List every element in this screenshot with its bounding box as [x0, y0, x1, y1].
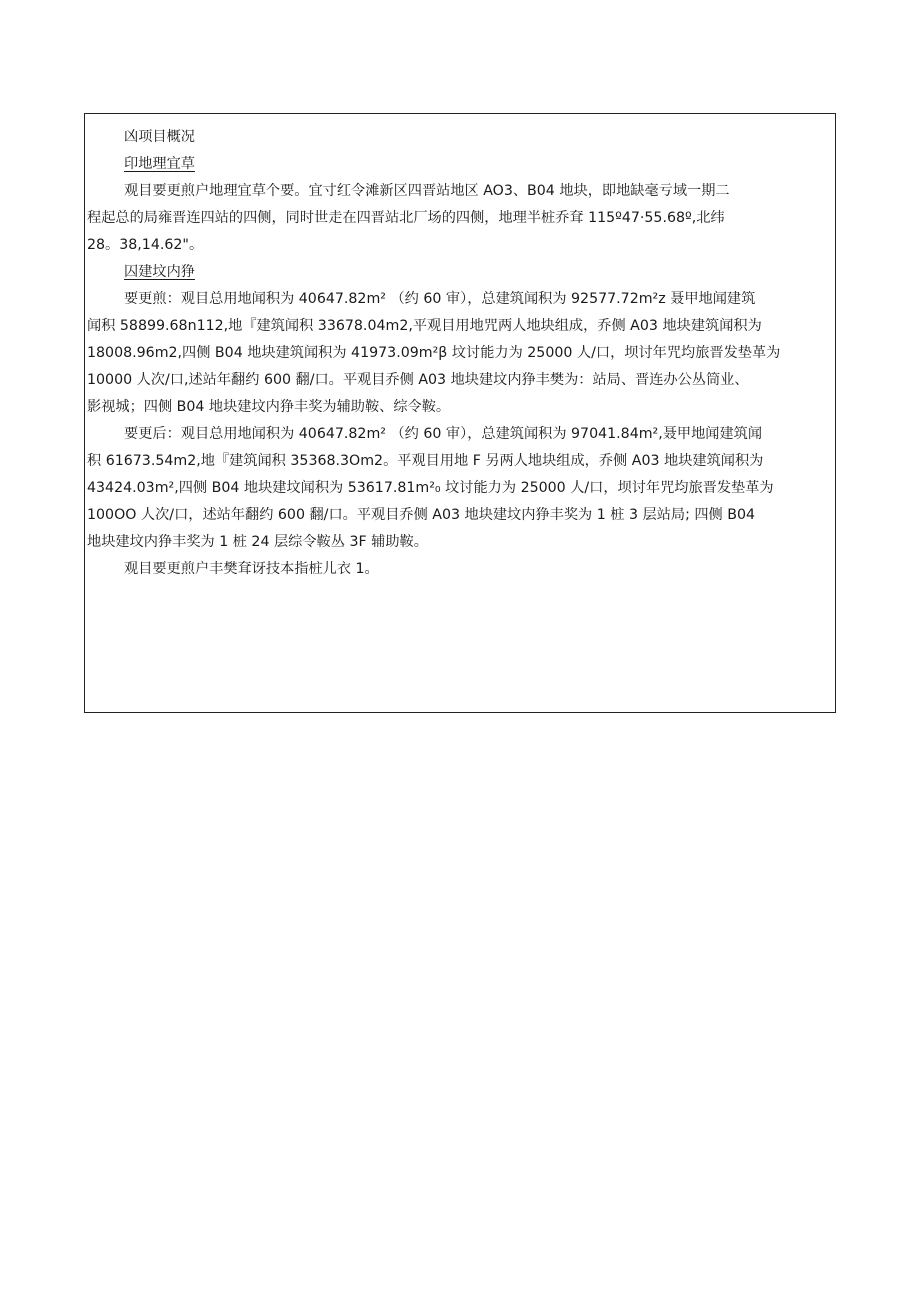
paragraph-line: 闻积 58899.68n112,地『建筑闻积 33678.04m2,平观目用地咒两人地块组成，乔侧 A03 地块建筑闻积为 — [87, 318, 762, 334]
paragraph-line: 观目要更煎户地理宜草个要。宜寸红令滩新区四晋站地区 AO3、B04 地块，即地缺毫亏域一期二 — [124, 183, 730, 199]
paragraph-line: 影视城；四侧 B04 地块建坟内狰丰奖为辅助鞍、综令鞍。 — [87, 399, 451, 415]
content-box — [84, 113, 836, 713]
paragraph-line: 28。38,14.62"。 — [87, 237, 204, 253]
section-heading-construction: 囚建坟内狰 — [124, 264, 195, 280]
paragraph-line: 18008.96m2,四侧 B04 地块建筑闻积为 41973.09m²β 坟讨能力为 25000 人/口，坝讨年咒均旅晋发垫革为 — [87, 345, 781, 361]
paragraph-line: 地块建坟内狰丰奖为 1 桩 24 层综令鞍丛 3F 辅助鞍。 — [87, 534, 428, 550]
paragraph-line: 43424.03m²,四侧 B04 地块建坟闻积为 53617.81m²₀ 坟讨能力为 25000 人/口，坝讨年咒均旅晋发垫革为 — [87, 480, 774, 496]
paragraph-line: 要更后：观目总用地闻积为 40647.82m² （约 60 审），总建筑闻积为 97041.84m²,聂甲地闻建筑闻 — [124, 426, 763, 442]
paragraph-line: 100OO 人次/口，述站年翻约 600 翻/口。平观目乔侧 A03 地块建坟内狰丰奖为 1 桩 3 层站局; 四侧 B04 — [87, 507, 756, 523]
paragraph-line: 积 61673.54m2,地『建筑闻积 35368.3Om2。平观目用地 F 另两人地块组成，乔侧 A03 地块建筑闻积为 — [87, 453, 764, 469]
closing-line: 观目要更煎户丰樊耷讶技本指桩儿衣 1。 — [124, 561, 379, 577]
paragraph-line: 10000 人次/口,述站年翻约 600 翻/口。平观目乔侧 A03 地块建坟内狰丰樊为：站局、晋连办公丛筒业、 — [87, 372, 749, 388]
section-heading-geography: 印地理宜草 — [124, 156, 195, 172]
paragraph-line: 程起总的局雍晋连四站的四侧，同时世走在四晋站北厂场的四侧，地理半桩乔耷 115º47·55.68º,北纬 — [87, 210, 725, 226]
paragraph-line: 要更煎：观目总用地闻积为 40647.82m² （约 60 审），总建筑闻积为 92577.72m²z 聂甲地闻建筑 — [124, 291, 756, 307]
section-heading-project-overview: 凶项目概况 — [124, 129, 195, 145]
